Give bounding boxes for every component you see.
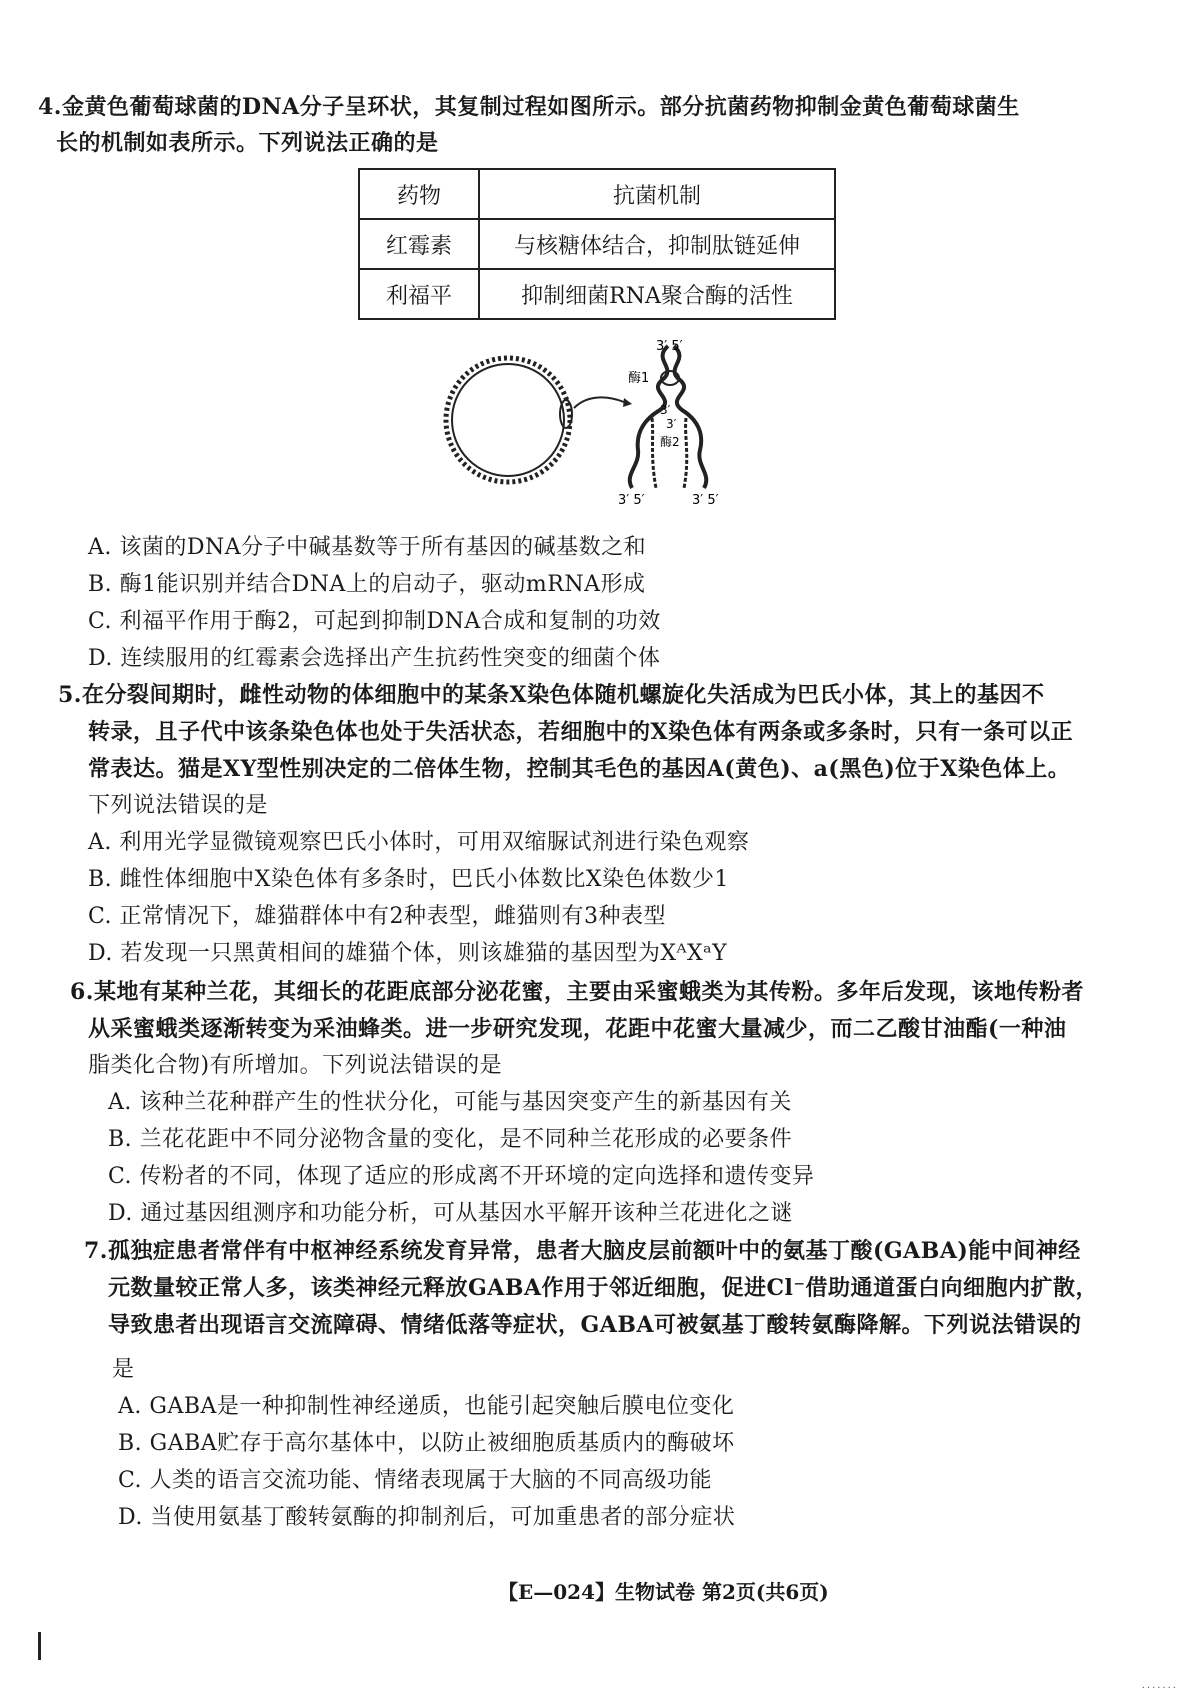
q5-option-a: A. 利用光学显微镜观察巴氏小体时，可用双缩脲试剂进行染色观察 xyxy=(88,830,750,855)
q5-stem-line4: 下列说法错误的是 xyxy=(88,793,269,818)
table-header-drug: 药物 xyxy=(359,169,479,219)
dna-replication-figure xyxy=(438,338,738,506)
arrow-to-fork xyxy=(574,397,624,408)
label-mid-a: 3′ xyxy=(660,403,671,417)
q5-stem-line2: 转录，且子代中该条染色体也处于失活状态，若细胞中的X染色体有两条或多条时，只有一条可以正 xyxy=(88,719,1074,745)
q4-option-b: B. 酶1能识别并结合DNA上的启动子，驱动mRNA形成 xyxy=(88,572,646,597)
label-mid-b: 3′ xyxy=(666,417,677,431)
q5-stem-line3: 常表达。猫是XY型性别决定的二倍体生物，控制其毛色的基因A(黄色)、a(黑色)位于X染色体上。 xyxy=(88,756,1071,782)
q6-option-c: C. 传粉者的不同，体现了适应的形成离不开环境的定向选择和遗传变异 xyxy=(108,1164,815,1189)
q7-stem-line4: 是 xyxy=(112,1357,135,1382)
q7-stem-line2: 元数量较正常人多，该类神经元释放GABA作用于邻近细胞，促进Cl⁻借助通道蛋白向细胞内扩散， xyxy=(108,1275,1099,1301)
q4-stem-line2: 长的机制如表所示。下列说法正确的是 xyxy=(56,130,439,156)
q4-stem-line1: 4.金黄色葡萄球菌的DNA分子呈环状，其复制过程如图所示。部分抗菌药物抑制金黄色葡萄球菌生 xyxy=(38,94,1020,120)
q6-stem-line2: 从采蜜蛾类逐渐转变为采油蜂类。进一步研究发现，花距中花蜜大量减少，而二乙酸甘油酯(一种油 xyxy=(88,1016,1067,1042)
label-enzyme1: 酶1 xyxy=(628,371,650,386)
q4-option-d: D. 连续服用的红霉素会选择出产生抗药性突变的细菌个体 xyxy=(88,646,661,671)
label-top: 3′ 5′ xyxy=(656,339,683,354)
strand-right-outer xyxy=(674,346,706,488)
q7-option-c: C. 人类的语言交流功能、情绪表现属于大脑的不同高级功能 xyxy=(118,1468,713,1493)
q7-option-d: D. 当使用氨基丁酸转氨酶的抑制剂后，可加重患者的部分症状 xyxy=(118,1505,736,1530)
strand-left-outer xyxy=(630,346,668,488)
scan-mark xyxy=(38,1632,41,1660)
label-bottom-left: 3′ 5′ xyxy=(618,493,645,506)
table-row xyxy=(359,219,835,269)
q4-option-c: C. 利福平作用于酶2，可起到抑制DNA合成和复制的功效 xyxy=(88,609,661,634)
q5-stem-line1: 5.在分裂间期时，雌性动物的体细胞中的某条X染色体随机螺旋化失活成为巴氏小体，其上的基因不 xyxy=(58,682,1045,708)
q5-option-b: B. 雌性体细胞中X染色体有多条时，巴氏小体数比X染色体数少1 xyxy=(88,867,729,892)
q7-stem-line1: 7.孤独症患者常伴有中枢神经系统发育异常，患者大脑皮层前额叶中的氨基丁酸(GABA)能中间神经 xyxy=(84,1238,1081,1264)
table-header-row xyxy=(359,169,835,219)
q5-option-c: C. 正常情况下，雄猫群体中有2种表型，雌猫则有3种表型 xyxy=(88,904,667,929)
table-cell-drug: 红霉素 xyxy=(359,219,479,269)
label-enzyme2: 酶2 xyxy=(660,435,680,449)
q6-option-d: D. 通过基因组测序和功能分析，可从基因水平解开该种兰花进化之谜 xyxy=(108,1201,793,1226)
q6-option-a: A. 该种兰花种群产生的性状分化，可能与基因突变产生的新基因有关 xyxy=(108,1090,792,1115)
q7-option-b: B. GABA贮存于高尔基体中，以防止被细胞质基质内的酶破坏 xyxy=(118,1431,735,1456)
table-row xyxy=(359,269,835,319)
drug-mechanism-table xyxy=(358,168,836,320)
q7-option-a: A. GABA是一种抑制性神经递质，也能引起突触后膜电位变化 xyxy=(118,1394,735,1419)
q4-option-a: A. 该菌的DNA分子中碱基数等于所有基因的碱基数之和 xyxy=(88,535,647,560)
q5-option-d: D. 若发现一只黑黄相间的雄猫个体，则该雄猫的基因型为XᴬXᵃY xyxy=(88,941,728,966)
scan-dots: ....... xyxy=(1141,1680,1178,1691)
page-footer: 【E—024】生物试卷 第2页(共6页) xyxy=(498,1580,829,1604)
table-cell-mechanism: 抑制细菌RNA聚合酶的活性 xyxy=(479,269,835,319)
table-cell-drug: 利福平 xyxy=(359,269,479,319)
q7-stem-line3: 导致患者出现语言交流障碍、情绪低落等症状，GABA可被氨基丁酸转氨酶降解。下列说法错误的 xyxy=(108,1312,1082,1338)
q6-stem-line1: 6.某地有某种兰花，其细长的花距底部分泌花蜜，主要由采蜜蛾类为其传粉。多年后发现，该地传粉者 xyxy=(70,979,1084,1005)
arrow-head xyxy=(623,398,632,407)
label-bottom-right: 3′ 5′ xyxy=(692,493,719,506)
q6-stem-line3: 脂类化合物)有所增加。下列说法错误的是 xyxy=(88,1053,503,1078)
strand-right-inner xyxy=(684,418,687,488)
q6-option-b: B. 兰花花距中不同分泌物含量的变化，是不同种兰花形成的必要条件 xyxy=(108,1127,793,1152)
table-header-mechanism: 抗菌机制 xyxy=(479,169,835,219)
circular-dna xyxy=(446,358,570,482)
circular-dna-inner xyxy=(452,364,564,476)
table-cell-mechanism: 与核糖体结合，抑制肽链延伸 xyxy=(479,219,835,269)
strand-left-inner xyxy=(652,418,656,488)
